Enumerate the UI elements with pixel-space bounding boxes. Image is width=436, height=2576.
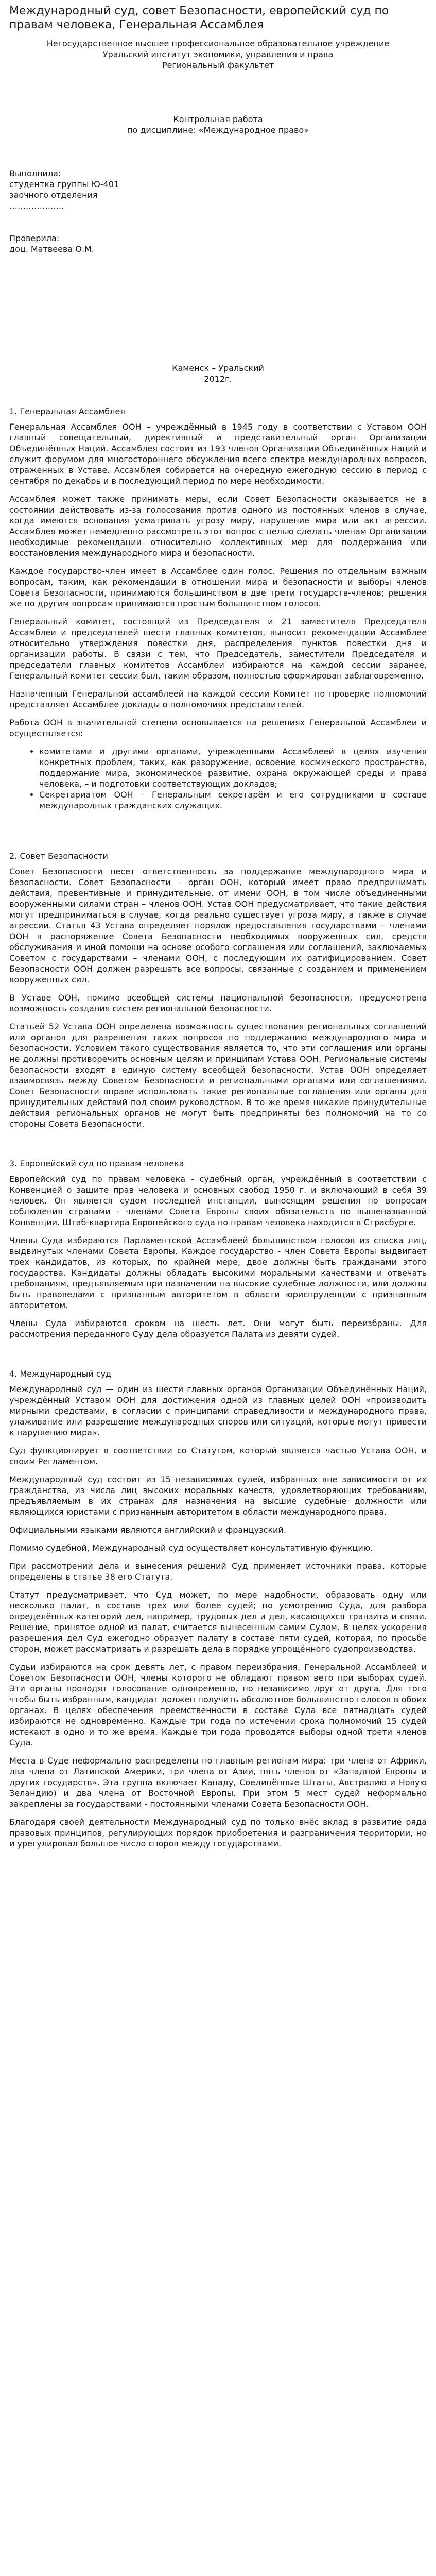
paragraph: При рассмотрении дела и вынесения решений Суд применяет источники права, которые определены в статье 38 его Статута. — [9, 1561, 427, 1582]
list-item: • Секретариатом ООН – Генеральным секретарём и его сотрудниками в составе международных гражданских служащих. — [39, 789, 427, 811]
section-general-assembly — [9, 406, 427, 811]
paragraph: Суд функционирует в соответствии со Статутом, который является частью Устава ООН, и своим Регламентом. — [9, 1446, 427, 1466]
institution-line-3: Региональный факультет — [162, 60, 274, 70]
paragraph: Генеральная Ассамблея ООН – учреждённый в 1945 году в соответствии с Уставом ООН главный совещательный, директивный и представительный орган Организации Объединённых Наций. Ассамблея состоит из 193 членов Организации Объединённых Наций и служит форумом для многостороннего обсуждения всего спектра международных вопросов, отраженных в Уставе. Ассамблея собирается на очередную ежегодную сессию в период с сентября по декабрь и в последующий период по мере необходимости. — [9, 422, 427, 486]
checked-by-block — [9, 233, 427, 255]
section-echr — [9, 1158, 427, 1340]
list-item: • комитетами и другими органами, учрежденными Ассамблеей в целях изучения конкретных проблем, таких, как разоружение, освоение космического пространства, поддержание мира, экономическое развитие, охрана окружающей среды и права человека, – и подготовки соответствующих докладов; — [39, 746, 427, 789]
student-group: студентка группы Ю-401 — [9, 179, 119, 189]
year: 2012г. — [204, 374, 232, 384]
checked-by-label: Проверила: — [9, 233, 60, 243]
institution-line-1: Негосударственное высшее профессиональное образовательное учреждение — [46, 39, 390, 48]
section-heading: 4. Международный суд — [9, 1369, 112, 1379]
institution-line-2: Уральский институт экономики, управления и права — [102, 49, 334, 59]
paragraph: Статьей 52 Устава ООН определена возможность существования региональных соглашений или органов для разрешения таких вопросов по поддержанию международного мира и безопасности. Условием такого существования является то, что эти соглашения или органы не должны противоречить основным целям и принципам Устава ООН. Региональные системы безопасности входят в единую систему всеобщей безопасности. Устав ООН определяет взаимосвязь между Советом Безопасности и региональными органами или соглашениями. Совет Безопасности вправе использовать такие региональные соглашения или органы для принудительных действий под своим руководством. В то же время никакие принудительные действия региональных органов не могут быть предприняты без полномочий на то со стороны Совета Безопасности. — [9, 1022, 427, 1129]
discipline: по дисциплине: «Международное право» — [127, 125, 309, 135]
student-name-placeholder: ……………….. — [9, 201, 64, 211]
paragraph: Назначенный Генеральной ассамблеей на каждой сессии Комитет по проверке полномочий представляет Ассамблее доклады о полномочиях представителей. — [9, 689, 427, 709]
paragraph: Члены Суда избираются Парламентской Ассамблеей большинством голосов из списка лиц, выдвинутых членами Совета Европы. Каждое государство - член Совета Европы выдвигает трех кандидатов, из которых, по крайней мере, двое должны быть гражданами этого государства. Кандидаты должны обладать высокими моральными качествами и отвечать требованиям, предъявляемым при назначении на высокие судебные должности, или должны быть правоведами с признанным авторитетом в области юриспруденции с признанным авторитетом. — [9, 1235, 427, 1310]
document-title: Международный суд, совет Безопасности, европейский суд по правам человека, Генеральная Ассамблея — [9, 5, 389, 31]
student-department: заочного отделения — [9, 190, 98, 200]
paragraph: В Уставе ООН, помимо всеобщей системы национальной безопасности, предусмотрена возможность создания систем региональной безопасности. — [9, 993, 427, 1013]
paragraph: Работа ООН в значительной степени основывается на решениях Генеральной Ассамблеи и осуществляется: — [9, 718, 427, 738]
paragraph: Каждое государство-член имеет в Ассамблее один голос. Решения по отдельным важным вопросам, таким, как рекомендации в отношении мира и безопасности и выборы членов Совета Безопасности, принимаются большинством в две трети государств-членов; решения же по другим вопросам принимаются простым большинством голосов. — [9, 566, 427, 608]
bullet-list — [9, 746, 427, 811]
paragraph: Генеральный комитет, состоящий из Председателя и 21 заместителя Председателя Ассамблеи и председателей шести главных комитетов, выносит рекомендации Ассамблее относительно утверждения повестки дня, распределения пунктов повестки дня и организации работы. В связи с тем, что Председатель, заместители Председателя и председатели главных комитетов Ассамблеи избираются на каждой сессии заранее, Генеральный комитет сессии был, таким образом, полностью сформирован заблаговременно. — [9, 617, 427, 681]
paragraph: Помимо судебной, Международный суд осуществляет консультативную функцию. — [9, 1543, 373, 1553]
section-international-court — [9, 1368, 427, 1849]
paragraph: Места в Суде неформально распределены по главным регионам мира: три члена от Африки, два члена от Латинской Америки, три члена от Азии, пять членов от «Западной Европы и других государств». Эта группа включает Канаду, Соединённые Штаты, Австралию и Новую Зеландию) и два члена от Восточной Европы. При этом 5 мест судей неформально закреплены за государствами - постоянными членами Совета Безопасности ООН. — [9, 1756, 427, 1809]
city: Каменск – Уральский — [172, 363, 264, 373]
title-page — [9, 38, 427, 384]
paragraph: Совет Безопасности несет ответственность за поддержание международного мира и безопасности. Совет Безопасности – орган ООН, который имеет право предпринимать действия, превентивные и принудительные, от имени ООН, в том числе объединенными вооруженными силами стран – членов ООН. Устав ООН предусматривает, что такие действия могут предприниматься в случае, когда реально существует угроза миру, а также в случае агрессии. Статья 43 Устава определяет порядок предоставления государствами – членами ООН в распоряжение Совета Безопасности необходимых вооруженных сил, средств обслуживания и иной помощи на основе особого соглашения или соглашений, заключаемых Советом с государствами – членами ООН, с последующим их ратифицированием. Совет Безопасности ООН должен разрешать все вопросы, связанные с созданием и применением вооруженных сил. — [9, 867, 427, 985]
paragraph: Европейский суд по правам человека - судебный орган, учреждённый в соответствии с Конвенцией о защите прав человека и основных свобод 1950 г. и включающий в себя 39 человек. Он является судом последней инстанции, выносящим решения по вопросам соблюдения странами - членами Совета Европы своих обязательств по вышеназванной Конвенции. Штаб-квартира Европейского суда по правам человека находится в Страсбурге. — [9, 1174, 427, 1227]
section-heading: 2. Совет Безопасности — [9, 851, 108, 861]
performed-by-block — [9, 168, 427, 211]
performed-by-label: Выполнила: — [9, 168, 61, 178]
section-security-council — [9, 851, 427, 1129]
paragraph: Официальными языками являются английский и французский. — [9, 1525, 286, 1535]
paragraph: Благодаря своей деятельности Международный суд по только внёс вклад в развитие ряда правовых принципов, регулирующих порядок приобретения и разграничения территории, но и урегулировал большое число споров между государствами. — [9, 1817, 427, 1849]
paragraph: Статут предусматривает, что Суд может, по мере надобности, образовать одну или несколько палат, в составе трех или более судей; по усмотрению Суда, для разбора определённых категорий дел, например, трудовых дел и дел, касающихся транзита и связи. Решение, принятое одной из палат, считается вынесенным самим Судом. В целях ускорения разрешения дел Суд ежегодно образует палату в составе пяти судей, которая, по просьбе сторон, может рассматривать и разрешать дела в порядке упрощённого судопроизводства. — [9, 1590, 427, 1654]
paragraph: Международный суд — один из шести главных органов Организации Объединённых Наций, учреждённый Уставом ООН для достижения одной из главных целей ООН «производить мирными средствами, в согласии с принципами справедливости и международного права, улаживание или разрешение международных споров или ситуаций, которые могут привести к нарушению мира». — [9, 1384, 427, 1437]
paragraph: Международный суд состоит из 15 независимых судей, избранных вне зависимости от их гражданства, из числа лиц высоких моральных качеств, удовлетворяющих требованиям, предъявляемым в их странах для назначения на высшие судебные должности или являющихся юристами с признанным авторитетом в области международного права. — [9, 1475, 427, 1517]
section-heading: 3. Европейский суд по правам человека — [9, 1159, 184, 1168]
checker-name: доц. Матвеева О.М. — [9, 244, 94, 254]
paragraph: Члены Суда избираются сроком на шесть лет. Они могут быть переизбраны. Для рассмотрения переданного Суду дела образуется Палата из девяти судей. — [9, 1318, 427, 1339]
work-type: Контрольная работа — [173, 114, 263, 124]
paragraph: Ассамблея может также принимать меры, если Совет Безопасности оказывается не в состоянии действовать из-за голосования против одного из постоянных членов в случае, когда имеются основания усматривать угрозу миру, нарушение мира или акт агрессии. Ассамблея может немедленно рассмотреть этот вопрос с целью сделать членам Организации необходимые рекомендации относительно коллективных мер для поддержания или восстановления международного мира и безопасности. — [9, 494, 427, 558]
paragraph: Судьи избираются на срок девять лет, с правом переизбрания. Генеральной Ассамблеей и Советом Безопасности ООН, члены которого не обладают правом вето при выборах судей. Эти органы проводят голосование одновременно, но независимо друг от друга. Для того чтобы быть избранным, кандидат должен получить абсолютное большинство голосов в обоих органах. В целях обеспечения преемственности в составе Суда все пятнадцать судей избираются не одновременно. Каждые три года по истечении срока полномочий 15 судей истекают в одно и то же время. Каждые три года проводятся выборы одной трети членов Суда. — [9, 1662, 427, 1748]
section-heading: 1. Генеральная Ассамблея — [9, 406, 125, 416]
